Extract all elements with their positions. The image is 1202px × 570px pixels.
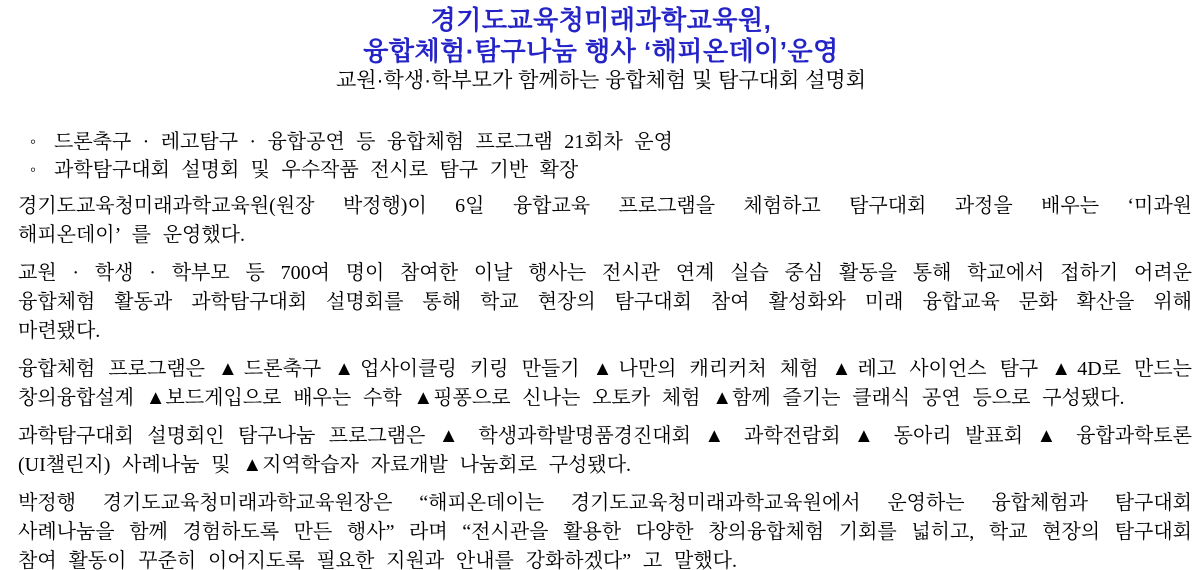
paragraph-line: 창의융합설계 ▲보드게입으로 배우는 수학 ▲핑퐁으로 신나는 오토카 체험 ▲함께 즐기는 클래식 공연 등으로 구성됐다. bbox=[18, 387, 1125, 409]
paragraph-line: 융합체험 활동과 과학탐구대회 설명회를 통해 학교 현장의 탐구대회 참여 활성화와 미래 융합교육 문화 확산을 위해 bbox=[18, 291, 1192, 313]
list-item bbox=[30, 156, 1202, 184]
paragraph-4 bbox=[18, 422, 1192, 480]
paragraph-line: 마련됐다. bbox=[18, 320, 101, 342]
paragraph-line: 참여 활동이 꾸준히 이어지도록 필요한 지원과 안내를 강화하겠다” 고 말했다. bbox=[18, 550, 737, 570]
paragraph-3 bbox=[18, 355, 1192, 413]
list-item bbox=[30, 128, 1202, 156]
paragraph-line: 사례나눔을 함께 경험하도록 만든 행사” 라며 “전시관을 활용한 다양한 창의융합체험 기회를 넓히고, 학교 현장의 탐구대회 bbox=[18, 521, 1192, 543]
paragraph-5 bbox=[18, 489, 1192, 570]
document-subtitle: 교원·학생·학부모가 함께하는 융합체험 및 탐구대회 설명회 bbox=[335, 69, 867, 92]
paragraph-line: 경기도교육청미래과학교육원(원장 박정행)이 6일 융합교육 프로그램을 체험하고 탐구대회 과정을 배우는 ‘미과원 bbox=[18, 195, 1192, 217]
paragraph-line: 과학탐구대회 설명회인 탐구나눔 프로그램은 ▲ 학생과학발명품경진대회 ▲ 과학전람회 ▲ 동아리 발표회 ▲ 융합과학토론 bbox=[18, 425, 1192, 447]
paragraph-line: 박정행 경기도교육청미래과학교육원장은 “해피온데이는 경기도교육청미래과학교육원에서 운영하는 융합체험과 탐구대회 bbox=[18, 492, 1192, 514]
paragraph-line: 해피온데이’ 를 운영했다. bbox=[18, 224, 245, 246]
title-line-1: 경기도교육청미래과학교육원, bbox=[430, 5, 772, 35]
title-line-2: 융합체험·탐구나눔 행사 ‘해피온데이’운영 bbox=[363, 36, 839, 66]
paragraph-line: 교원 · 학생 · 학부모 등 700여 명이 참여한 이날 행사는 전시관 연계 실습 중심 활동을 통해 학교에서 접하기 어려운 bbox=[18, 262, 1192, 284]
circle-bullet-icon: ◦ bbox=[30, 160, 37, 179]
paragraph-line: 융합체험 프로그램은 ▲드론축구 ▲업사이클링 키링 만들기 ▲나만의 캐리커처 체험 ▲레고 사이언스 탐구 ▲4D로 만드는 bbox=[18, 358, 1192, 380]
summary-bullet-list bbox=[0, 128, 1202, 184]
article-body bbox=[0, 192, 1202, 570]
circle-bullet-icon: ◦ bbox=[30, 132, 37, 151]
bullet-text: 드론축구 · 레고탐구 · 융합공연 등 융합체험 프로그램 21회차 운영 bbox=[54, 131, 673, 153]
document-header bbox=[0, 0, 1202, 94]
paragraph-1 bbox=[18, 192, 1192, 250]
paragraph-2 bbox=[18, 259, 1192, 346]
paragraph-line: (UI챌린지) 사례나눔 및 ▲지역학습자 자료개발 나눔회로 구성됐다. bbox=[18, 454, 632, 476]
bullet-text: 과학탐구대회 설명회 및 우수작품 전시로 탐구 기반 확장 bbox=[54, 159, 579, 181]
